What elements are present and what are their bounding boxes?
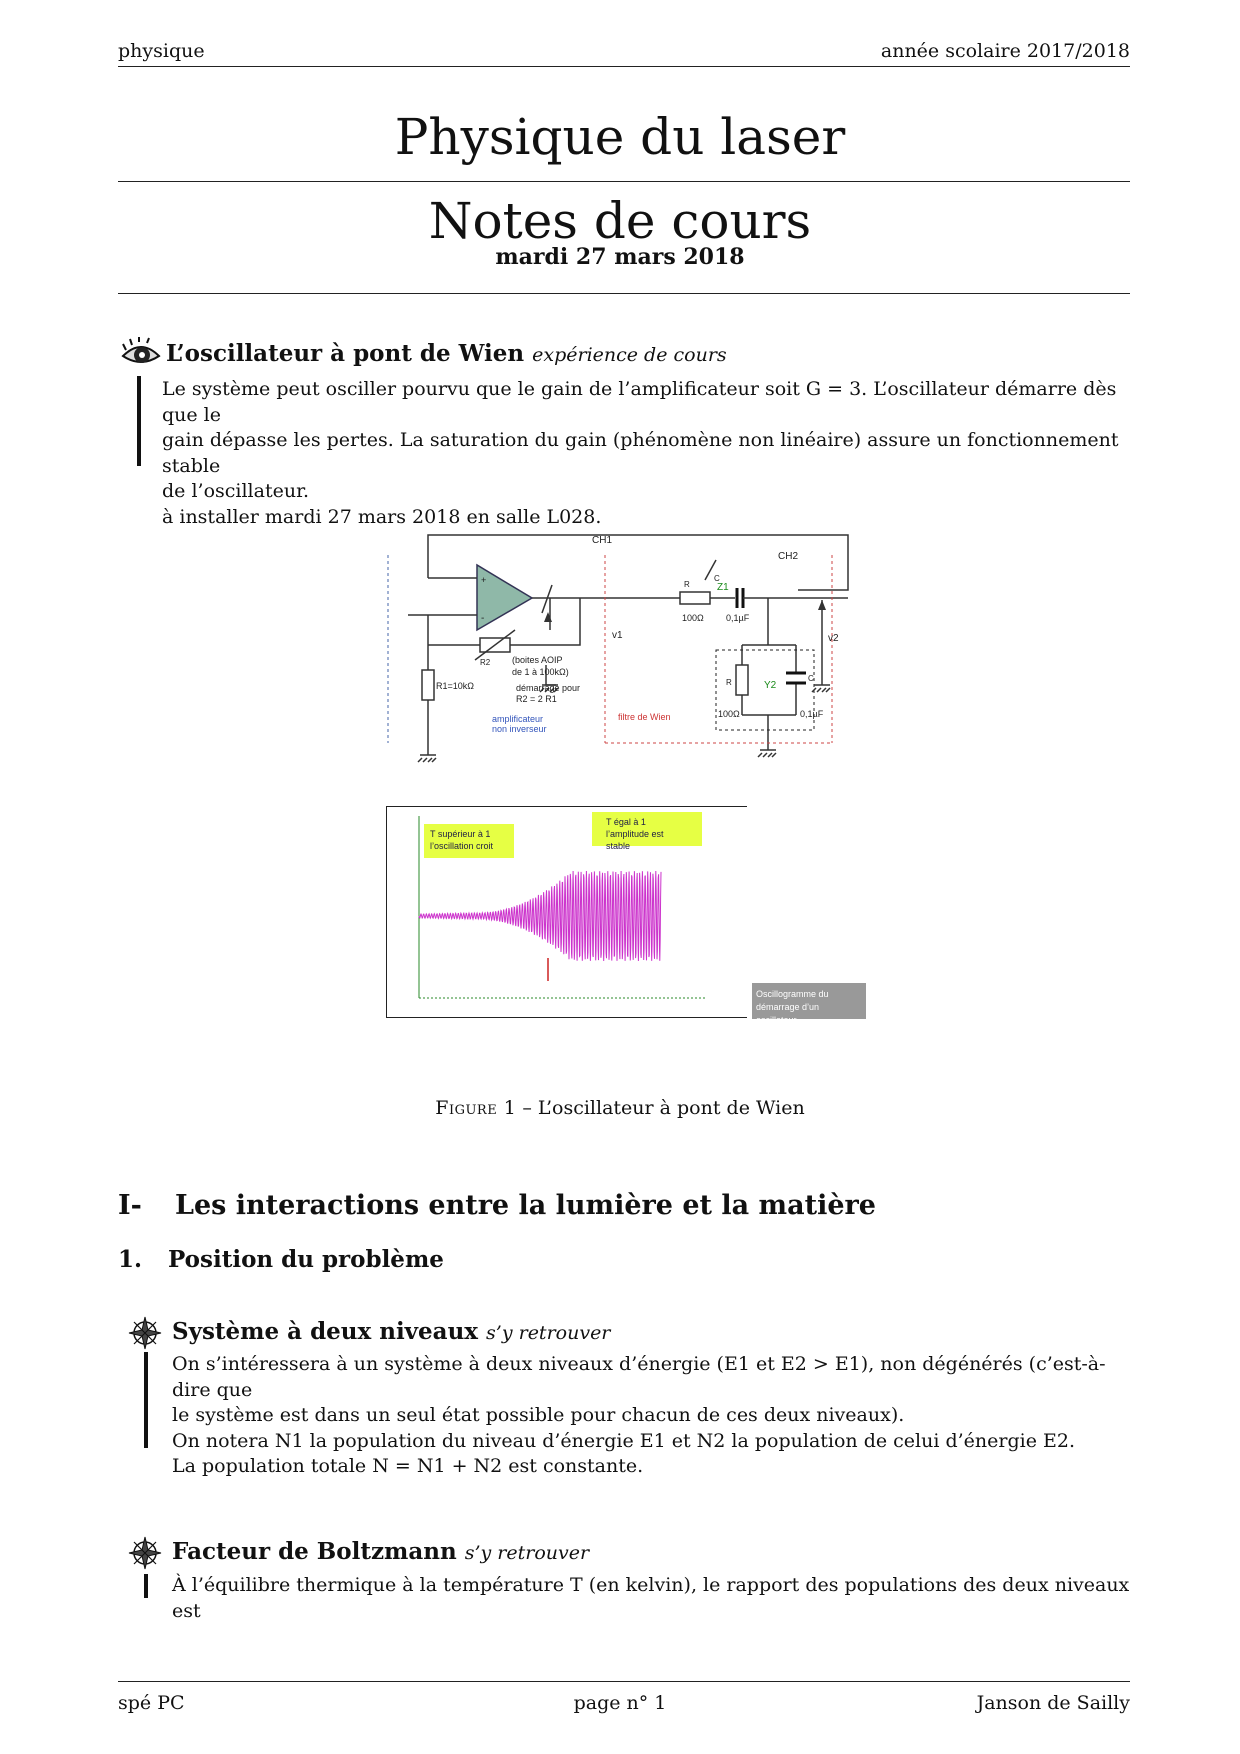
box2-line2: le système est dans un seul état possible pour chacun de ces deux niveaux). — [172, 1404, 905, 1426]
r-value: 100Ω — [682, 613, 704, 623]
y2-label: Y2 — [764, 680, 777, 691]
figure-label: Figure 1 — [435, 1097, 517, 1119]
opamp-plus: + — [481, 575, 487, 585]
subsection1-title: Position du problème — [168, 1246, 444, 1273]
box1-title: L’oscillateur à pont de Wien expérience de cours — [166, 340, 727, 367]
oscillo-caption2: démarrage d’un oscillateur — [756, 1002, 820, 1025]
ch2-label: CH2 — [778, 551, 799, 562]
compass-icon — [128, 1316, 162, 1354]
box3-tag: s’y retrouver — [464, 1542, 590, 1564]
demarrage-line1: démarrage pour — [516, 683, 581, 693]
footer-page-number: page n° 1 — [573, 1692, 667, 1714]
oscillo-caption1: Oscillogramme du — [756, 989, 829, 999]
box1-bar — [137, 376, 141, 466]
box2-line3: On notera N1 la population du niveau d’énergie E1 et N2 la population de celui d’énergie E2. — [172, 1429, 1075, 1452]
r-label: R — [684, 580, 690, 589]
box2-tag: s’y retrouver — [486, 1322, 611, 1344]
section1-title: Les interactions entre la lumière et la matière — [175, 1190, 876, 1221]
box1-line1: Le système peut osciller pourvu que le gain de l’amplificateur soit G = 3. L’oscillateur démarre dès que le — [162, 378, 1117, 426]
box2-line4: La population totale N = N1 + N2 est constante. — [172, 1455, 644, 1477]
box2-title: Système à deux niveaux s’y retrouver — [172, 1318, 611, 1345]
oscillo-caption-box — [752, 983, 866, 1025]
box2-bar — [144, 1352, 148, 1448]
r2-label: R2 — [480, 658, 491, 667]
footer-rule — [118, 1681, 1130, 1682]
header-left: physique — [118, 40, 205, 62]
title-rule-bottom — [118, 293, 1130, 294]
oscillo-note2b: l’amplitude est stable — [606, 829, 664, 851]
c-label-2: C — [808, 674, 814, 683]
eye-icon — [121, 336, 161, 372]
box1-line2: gain dépasse les pertes. La saturation du gain (phénomène non linéaire) assure un fonctionnement stable — [162, 429, 1119, 477]
demarrage-line2: R2 = 2 R1 — [516, 694, 557, 704]
c-label: C — [714, 574, 720, 583]
section1-number: I- — [118, 1190, 142, 1221]
box2-body — [172, 1352, 1132, 1480]
page-title: Physique du laser — [394, 108, 846, 166]
oscillo-note-stable — [592, 812, 702, 851]
footer-left: spé PC — [118, 1692, 185, 1714]
box1-tag: expérience de cours — [532, 344, 727, 366]
box3-bar — [144, 1574, 148, 1598]
boites-line2: de 1 à 100kΩ) — [512, 667, 569, 677]
oscillo-note-growing — [424, 824, 514, 858]
oscillo-note2a: T égal à 1 — [606, 817, 646, 827]
box3-line1: À l’équilibre thermique à la température T (en kelvin), le rapport des populations des deux niveaux est — [172, 1574, 1130, 1622]
filtre-label: filtre de Wien — [618, 712, 671, 722]
figure-text: – L’oscillateur à pont de Wien — [516, 1097, 805, 1119]
box1-line4: à installer mardi 27 mars 2018 en salle L028. — [162, 505, 602, 528]
footer-right: Janson de Sailly — [976, 1692, 1130, 1714]
boites-line1: (boites AOIP — [512, 655, 563, 665]
v2-label: v2 — [828, 633, 839, 644]
title-rule-top — [118, 181, 1130, 182]
r-label-2: R — [726, 678, 732, 687]
ampli-line1: amplificateur — [492, 714, 544, 724]
ampli-line2: non inverseur — [492, 724, 547, 734]
subsection1-number: 1. — [118, 1246, 143, 1273]
figure-caption — [0, 1097, 1240, 1119]
box1-body — [162, 377, 1132, 530]
r1-label: R1=10kΩ — [436, 681, 474, 691]
z1-label: Z1 — [717, 582, 729, 593]
opamp-minus: - — [481, 613, 485, 624]
header-rule — [118, 66, 1130, 67]
wien-circuit-diagram — [380, 525, 860, 775]
r-value-2: 100Ω — [718, 709, 740, 719]
box3-body — [172, 1573, 1132, 1624]
page-date: mardi 27 mars 2018 — [495, 244, 745, 270]
ch1-label: CH1 — [592, 535, 613, 546]
v1-label: v1 — [612, 630, 623, 641]
compass-icon — [128, 1536, 162, 1574]
c-value-2: 0,1µF — [800, 709, 824, 719]
oscillo-note1a: T supérieur à 1 — [430, 829, 491, 839]
box3-title: Facteur de Boltzmann s’y retrouver — [172, 1538, 590, 1565]
box2-line1: On s’intéressera à un système à deux niveaux d’énergie (E1 et E2 > E1), non dégénérés (c’est-à-dire que — [172, 1353, 1106, 1401]
oscillo-note1b: l’oscillation croit — [430, 841, 494, 851]
page-subtitle: Notes de cours — [428, 192, 812, 250]
box1-line3: de l’oscillateur. — [162, 480, 310, 502]
header-right: année scolaire 2017/2018 — [880, 40, 1130, 62]
c-value: 0,1µF — [726, 613, 750, 623]
